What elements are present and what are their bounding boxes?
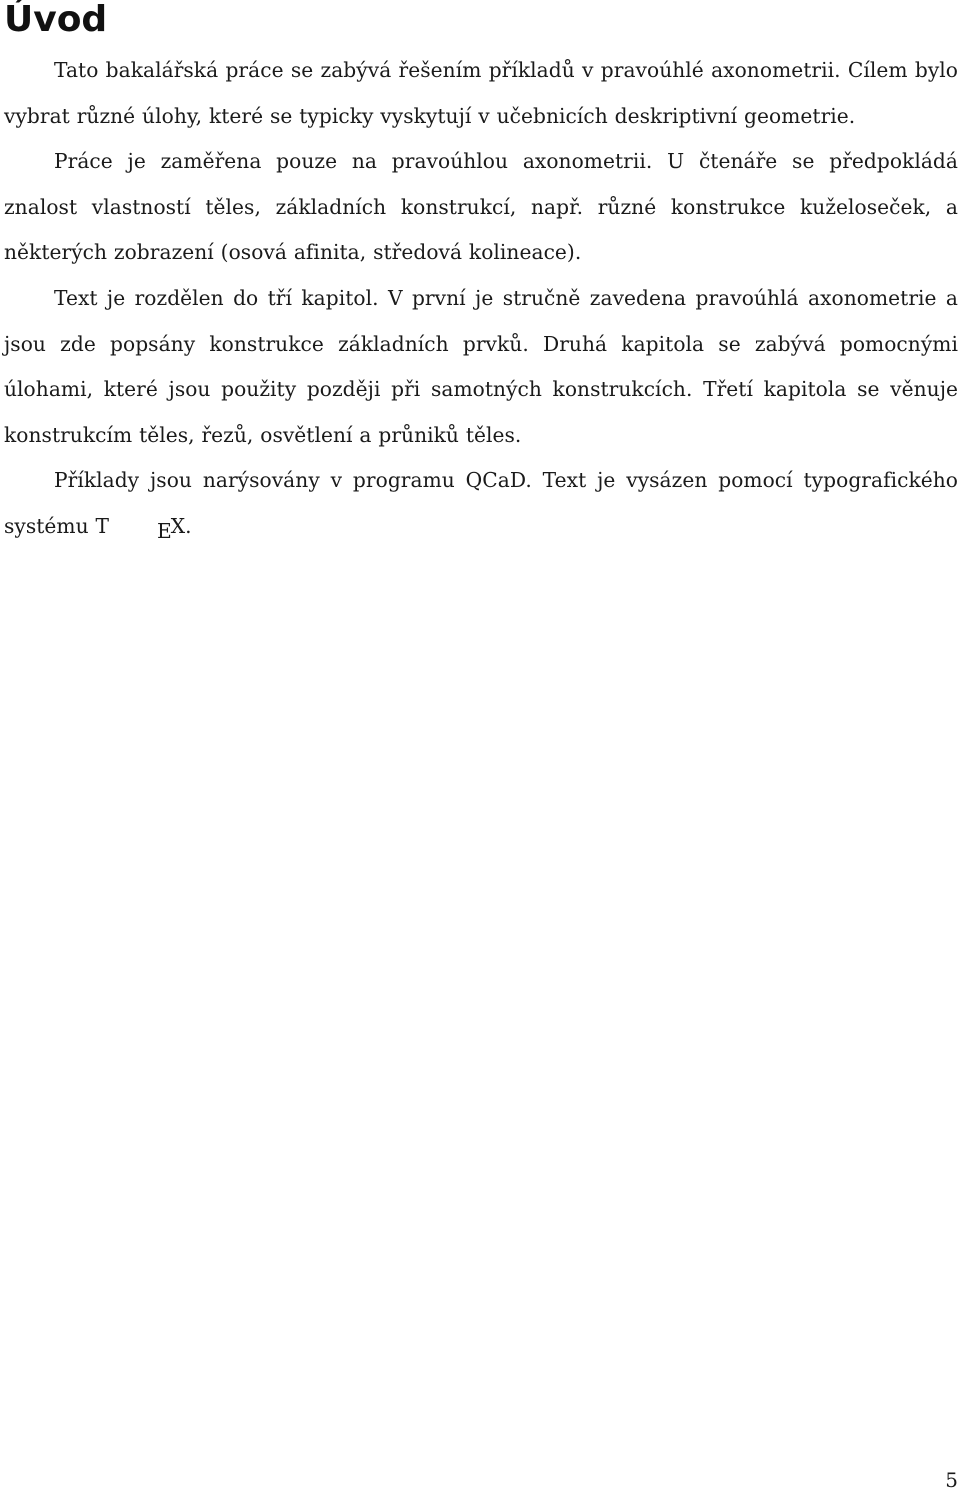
paragraph-intro: Tato bakalářská práce se zabývá řešením příkladů v pravoúhlé axonometrii. Cílem bylo vybrat různé úlohy, které se typicky vyskytují v učebnicích deskriptivní geometrie. — [4, 58, 958, 128]
chapter-heading: Úvod — [4, 0, 108, 40]
tex-logo — [95, 513, 186, 543]
tex-logo-t: T — [95, 513, 110, 538]
paragraph-tools — [4, 458, 958, 549]
page-number: 5 — [945, 1468, 958, 1492]
paragraph-tools-text: Příklady jsou narýsovány v programu QCaD. Text je vysázen pomocí typografického systému — [4, 468, 958, 538]
tex-logo-x: X — [170, 513, 186, 538]
paragraph-structure: Text je rozdělen do tří kapitol. V první je stručně zavedena pravoúhlá axonometrie a jsou zde popsány konstrukce základních prvků. Druhá kapitola se zabývá pomocnými úlohami, které jsou použity později při samotných konstrukcích. Třetí kapitola se věnuje konstrukcím těles, řezů, osvětlení a průniků těles. — [4, 285, 958, 447]
paragraph-focus: Práce je zaměřena pouze na pravoúhlou axonometrii. U čtenáře se předpokládá znalost vlastností těles, základních konstrukcí, např. různé konstrukce kuželoseček, a některých zobrazení (osová afinita, středová kolineace). — [4, 149, 958, 265]
tex-logo-e: E — [157, 518, 172, 543]
body-text — [4, 48, 958, 550]
paragraph-tools-end: . — [185, 513, 192, 538]
